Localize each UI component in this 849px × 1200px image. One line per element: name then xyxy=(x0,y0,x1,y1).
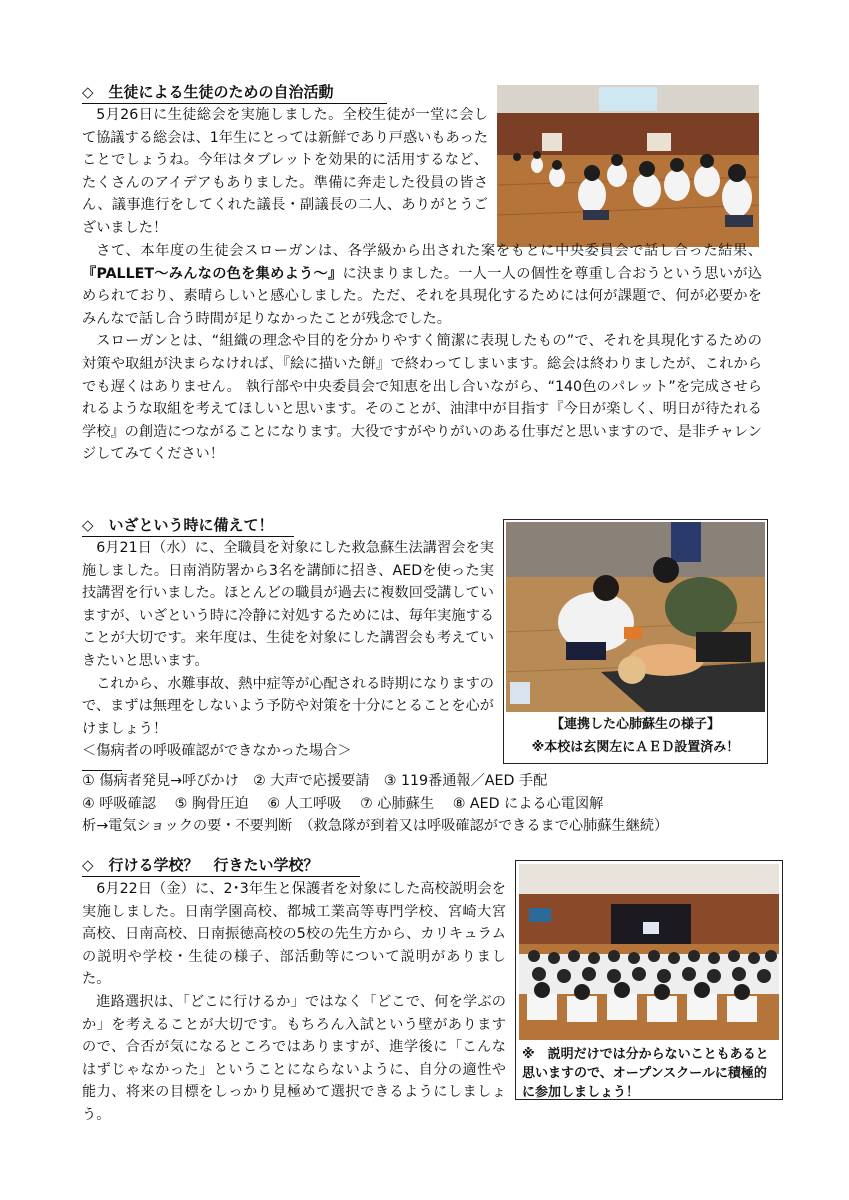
student-assembly-image xyxy=(497,85,759,247)
section3-title: ◇ 行ける学校？ 行きたい学校？ xyxy=(82,855,360,877)
briefing-photo-frame xyxy=(515,860,783,1100)
slogan-text: 『PALLET～みんなの色を集めよう～』 xyxy=(82,265,343,282)
first-aid-list-title: ＜傷病者の呼吸確認ができなかった場合＞ xyxy=(82,743,352,760)
list-divider xyxy=(82,770,122,771)
student-assembly-photo xyxy=(497,85,759,247)
cpr-training-photo xyxy=(506,522,765,712)
section2-p1: 6月21日（水）に、全職員を対象にした救急蘇生法講習会を実施しました。日南消防署から3名を講師に招き、AEDを使った実技講習を行いました。ほとんどの職員が過去に複数回受講していますが、いざという時に冷静に対処するためには、毎年実施することが大切です。来年度は、生徒を対象にした講習会も考えていきたいと思います。 xyxy=(82,540,494,669)
cpr-training-image xyxy=(506,522,765,712)
cpr-caption-title: 【連携した心肺蘇生の様子】 xyxy=(550,717,720,732)
school-briefing-image xyxy=(519,864,779,1040)
section1-paragraph-1 xyxy=(82,104,488,240)
section1-p3: スローガンとは、“組織の理念や目的を分かりやすく簡潔に表現したもの”で、それを具現化するための対策や取組が決まらなければ、『絵に描いた餅』で終わってしまいます。総会は終わりましたが、これからでも遅くはありません。 執行部や中央委員会で知恵を出し合いながら、“140色のパレット”を完成させられるような取組を考えてほしいと思います。そのことが、油津中が目指す『今日が楽しく、明日が待たれる学校』の創造につながることになります。大役ですがやりがいのある仕事だと思いますので、是非チャレンジしてみてください！ xyxy=(82,333,762,463)
section1-p2-after: に決まりました。一人一人の個性を尊重し合おうという思いが込められており、素晴らしいと感心しました。ただ、それを具現化するためには何が課題で、何が必要かをみんなで話し合う時間が足りなかったことが残念でした。 xyxy=(82,265,762,327)
section3-p1: 6月22日（金）に、2･3年生と保護者を対象にした高校説明会を実施しました。日南学園高校、都城工業高等専門学校、宮崎大宮高校、日南高校、日南振徳高校の5校の先生方から、カリキュラムの説明や学校・生徒の様子、部活動等について説明がありました。 xyxy=(82,881,506,988)
section1-p2-before: さて、本年度の生徒会スローガンは、各学級から出された案をもとに中央委員会で話し合った結果、 xyxy=(96,243,762,259)
section1-p1-text: 5月26日に生徒総会を実施しました。全校生徒が一堂に会して協議する総会は、1年生にとっては新鮮であり戸惑いもあったことでしょうね。今年はタブレットを効果的に活用するなど、たくさんのアイデアもありました。準備に奔走した役員の皆さん、議事進行をしてくれた議長・副議長の二人、ありがとうございました！ xyxy=(82,107,488,236)
first-aid-steps xyxy=(82,770,782,838)
first-aid-steps-line-3: 析→電気ショックの要・不要判断 （救急隊が到着又は呼吸確認ができるまで心肺蘇生継続） xyxy=(82,818,669,835)
aed-location-note: ※本校は玄関左にＡＥＤ設置済み！ xyxy=(531,740,740,755)
section1-paragraph-2 xyxy=(82,240,762,466)
cpr-photo-frame xyxy=(503,519,768,764)
first-aid-steps-line-1: ① 傷病者発見→呼びかけ ② 大声で応援要請 ③ 119番通報／AED 手配 xyxy=(82,773,548,789)
section2-p2: これから、水難事故、熱中症等が心配される時期になりますので、まずは無理をしないよう予防や対策を十分にとることを心がけましょう！ xyxy=(82,675,494,737)
first-aid-steps-line-2: ④ 呼吸確認 ⑤ 胸骨圧迫 ⑥ 人工呼吸 ⑦ 心肺蘇生 ⑧ AED による心電図解 xyxy=(82,795,604,812)
section1-p2 xyxy=(82,240,762,330)
section1-title: ◇ 生徒による生徒のための自治活動 xyxy=(82,82,387,104)
section2-title: ◇ いざという時に備えて！ xyxy=(82,515,294,537)
section2-paragraphs xyxy=(82,537,494,763)
school-briefing-photo xyxy=(519,864,779,1040)
section3-paragraphs xyxy=(82,878,506,1127)
section3-p2: 進路選択は、「どこに行けるか」ではなく「どこで、何を学ぶのか」を考えることが大切です。もちろん入試という壁がありますので、合否が気になるところではありますが、進学後に「こんなはずじゃなかった」ということにならないように、自分の適性や能力、将来の目標をしっかり見極めて選択できるようにしましょう。 xyxy=(82,993,506,1123)
open-school-note: ※ 説明だけでは分からないこともあると思いますので、オープンスクールに積極的に参加しましょう！ xyxy=(522,1047,769,1100)
